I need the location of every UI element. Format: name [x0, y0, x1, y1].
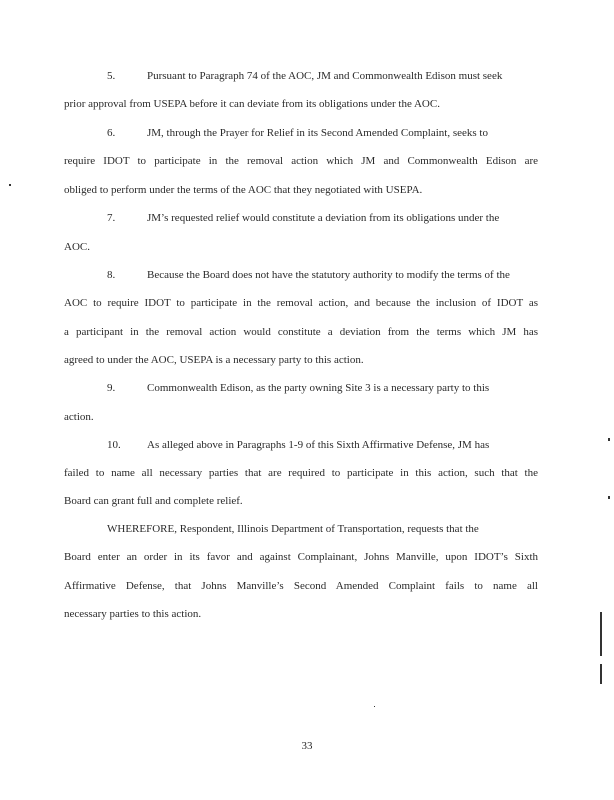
paragraph-6: 6. JM, through the Prayer for Relief in its Second Amended Complaint, seeks to — [107, 127, 488, 139]
wherefore-paragraph: WHEREFORE, Respondent, Illinois Department of Transportation, requests that the — [107, 523, 479, 535]
paragraph-9: 9. Commonwealth Edison, as the party owning Site 3 is a necessary party to this — [107, 382, 490, 394]
paragraph-7-line: AOC. — [64, 241, 90, 253]
paragraph-10: 10. As alleged above in Paragraphs 1-9 of this Sixth Affirmative Defense, JM has — [107, 439, 490, 451]
wherefore-line: Board enter an order in its favor and against Complainant, Johns Manville, upon IDOT’s Sixth — [64, 551, 538, 563]
paragraph-7: 7. JM’s requested relief would constitute a deviation from its obligations under the — [107, 212, 500, 224]
paragraph-10-line: Board can grant full and complete relief. — [64, 495, 243, 507]
paragraph-6-line: require IDOT to participate in the removal action which JM and Commonwealth Edison are — [64, 155, 538, 167]
paragraph-8-line: agreed to under the AOC, USEPA is a necessary party to this action. — [64, 354, 364, 366]
scan-speck — [608, 438, 610, 441]
wherefore-line: Affirmative Defense, that Johns Manville’s Second Amended Complaint fails to name all — [64, 580, 538, 592]
page-number: 33 — [301, 740, 313, 752]
paragraph-8: 8. Because the Board does not have the statutory authority to modify the terms of the — [107, 269, 510, 281]
paragraph-6-line: obliged to perform under the terms of the AOC that they negotiated with USEPA. — [64, 184, 423, 196]
paragraph-5-line: prior approval from USEPA before it can deviate from its obligations under the AOC. — [64, 98, 440, 110]
paragraph-8-line: AOC to require IDOT to participate in the removal action, and because the inclusion of IDOT as — [64, 297, 538, 309]
paragraph-5: 5. Pursuant to Paragraph 74 of the AOC, JM and Commonwealth Edison must seek — [107, 70, 503, 82]
paragraph-8-line: a participant in the removal action would constitute a deviation from the terms which JM has — [64, 326, 538, 338]
scan-speck — [9, 184, 11, 186]
paragraph-10-line: failed to name all necessary parties that are required to participate in this action, such that the — [64, 467, 538, 479]
margin-bar-mark — [600, 664, 602, 684]
scan-speck — [374, 706, 375, 707]
wherefore-line: necessary parties to this action. — [64, 608, 202, 620]
paragraph-9-line: action. — [64, 411, 94, 423]
scan-speck — [608, 496, 610, 499]
margin-bar-mark — [600, 612, 602, 656]
